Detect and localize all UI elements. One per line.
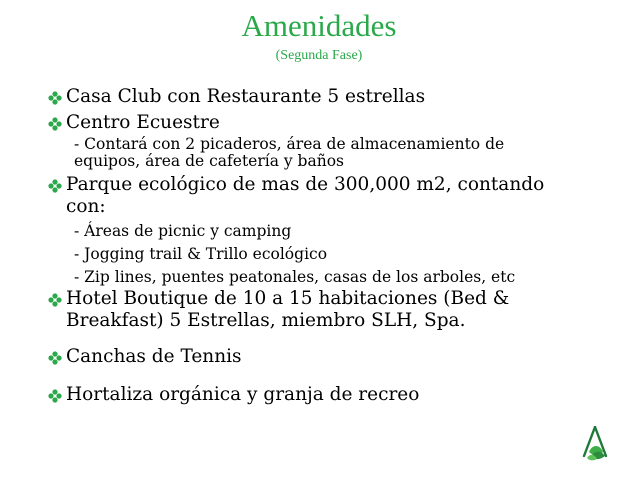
sub-item-line: equipos, área de cafetería y baños bbox=[74, 152, 344, 170]
bullet-text-line: con: bbox=[66, 196, 106, 217]
diamond-four-dots-icon bbox=[48, 351, 62, 365]
page-subtitle: (Segunda Fase) bbox=[275, 48, 363, 63]
bullet-parque-ecologico bbox=[48, 174, 638, 218]
slide-title-block bbox=[0, 8, 638, 64]
bullet-text: Hortaliza orgánica y granja de recreo bbox=[66, 384, 420, 405]
diamond-four-dots-icon bbox=[48, 389, 62, 403]
bullet-hotel-boutique bbox=[48, 288, 638, 332]
diamond-four-dots-icon bbox=[48, 293, 62, 307]
bullet-text: Canchas de Tennis bbox=[66, 346, 242, 367]
leaf-a-logo-icon bbox=[580, 426, 610, 462]
diamond-four-dots-icon bbox=[48, 117, 62, 131]
diamond-four-dots-icon bbox=[48, 91, 62, 105]
bullet-canchas-tennis bbox=[48, 346, 638, 368]
sub-item-centro-ecuestre bbox=[48, 136, 638, 170]
page-title: Amenidades bbox=[241, 8, 397, 43]
bullet-centro-ecuestre bbox=[48, 112, 638, 134]
sub-item-jogging: - Jogging trail & Trillo ecológico bbox=[74, 245, 328, 263]
diamond-four-dots-icon bbox=[48, 179, 62, 193]
bullet-list bbox=[48, 86, 638, 406]
bullet-text: Casa Club con Restaurante 5 estrellas bbox=[66, 86, 426, 107]
sub-item-zip-lines: - Zip lines, puentes peatonales, casas de los arboles, etc bbox=[74, 268, 516, 286]
sub-item-picnic: - Áreas de picnic y camping bbox=[74, 222, 292, 240]
bullet-text-line: Breakfast) 5 Estrellas, miembro SLH, Spa. bbox=[66, 310, 466, 331]
sub-item-line: - Contará con 2 picaderos, área de almacenamiento de bbox=[74, 135, 505, 153]
bullet-text-line: Parque ecológico de mas de 300,000 m2, contando bbox=[66, 174, 545, 195]
bullet-hortaliza bbox=[48, 384, 638, 406]
bullet-text: Centro Ecuestre bbox=[66, 112, 220, 133]
bullet-text-line: Hotel Boutique de 10 a 15 habitaciones (Bed & bbox=[66, 288, 510, 309]
bullet-casa-club bbox=[48, 86, 638, 108]
